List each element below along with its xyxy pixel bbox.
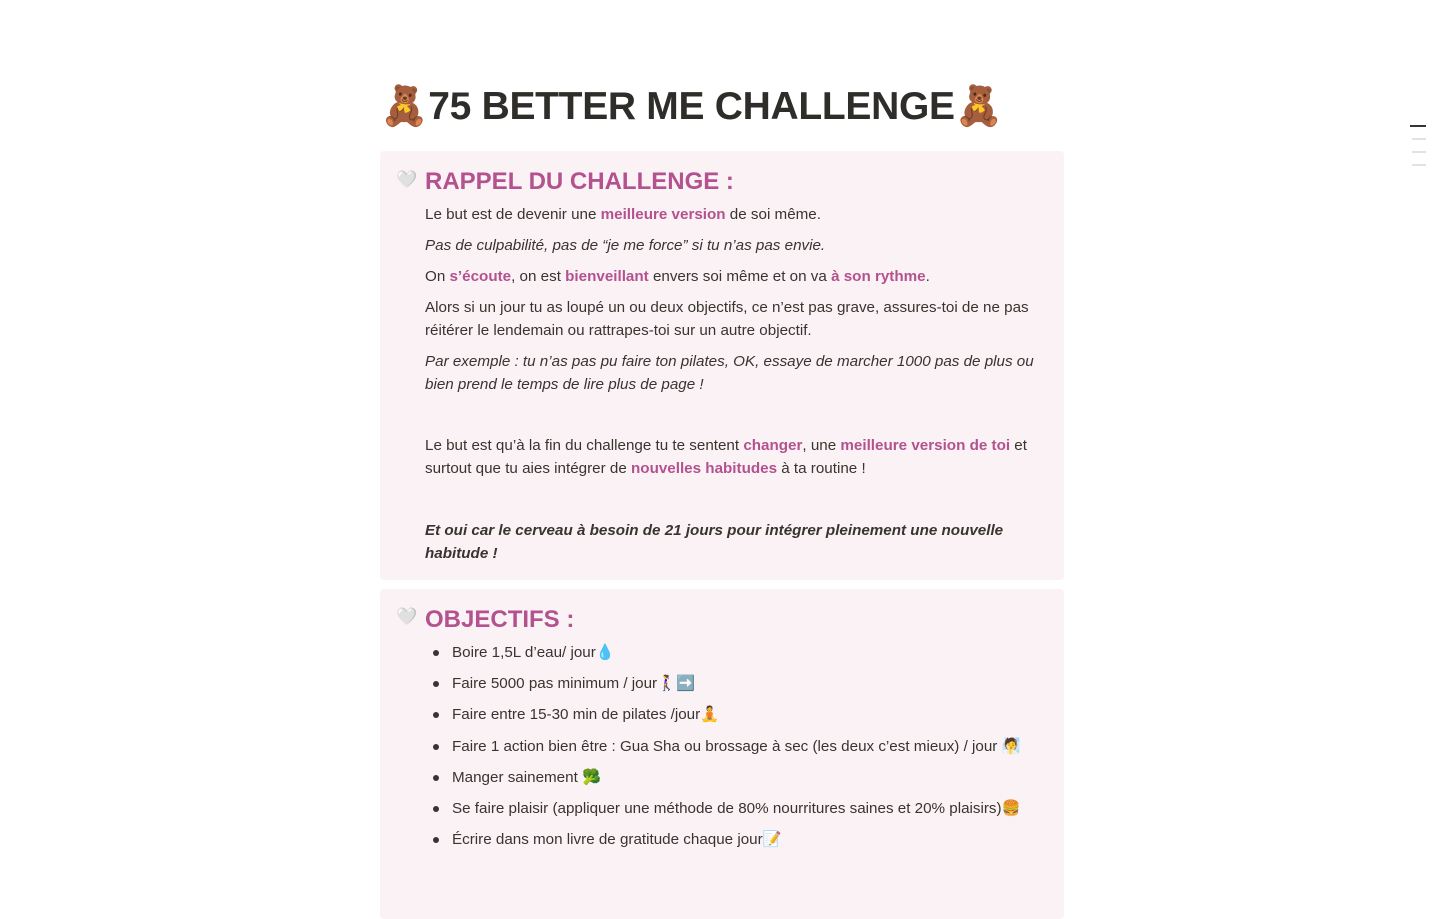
rappel-paragraph-5: Par exemple : tu n’as pas pu faire ton pilates, OK, essaye de marcher 1000 pas de plus ou bien prend le temps de lire plus de page !: [425, 353, 1034, 394]
white-heart-icon: 🤍: [396, 607, 418, 627]
toc-marker-active[interactable]: [1410, 125, 1426, 127]
highlight-text: meilleure version de toi: [840, 437, 1011, 454]
toc-marker[interactable]: [1412, 151, 1426, 153]
table-of-contents-minimap[interactable]: [1410, 125, 1426, 177]
white-heart-icon: 🤍: [396, 170, 418, 190]
highlight-text: nouvelles habitudes: [631, 460, 778, 478]
page-title: 🧸75 BETTER ME CHALLENGE🧸: [380, 85, 1003, 128]
highlight-text: à son rythme: [831, 268, 926, 285]
rappel-paragraph-7: Et oui car le cerveau à besoin de 21 jours pour intégrer pleinement une nouvelle habitude !: [425, 522, 1004, 563]
rappel-heading: RAPPEL DU CHALLENGE :: [425, 168, 734, 195]
list-item: Faire 1 action bien être : Gua Sha ou brossage à sec (les deux c’est mieux) / jour 🧖: [425, 735, 1037, 758]
objectifs-list: [425, 641, 1037, 859]
list-item: Écrire dans mon livre de gratitude chaque jour📝: [425, 828, 1037, 851]
list-item: Faire 5000 pas minimum / jour🚶‍♀️➡️: [425, 672, 1037, 695]
highlight-text: bienveillant: [565, 268, 649, 285]
toc-marker[interactable]: [1412, 138, 1426, 140]
rappel-paragraph-3: On s’écoute, on est bienveillant envers soi même et on va à son rythme.: [425, 268, 930, 285]
objectifs-heading: OBJECTIFS :: [425, 606, 575, 633]
list-item: Manger sainement 🥦: [425, 766, 1037, 789]
toc-marker[interactable]: [1412, 164, 1426, 166]
callout-rappel: [380, 151, 1064, 580]
highlight-text: changer: [743, 437, 803, 454]
rappel-paragraph-6: Le but est qu’à la fin du challenge tu te sentent changer, une meilleure version de toi et surtout que tu aies intégrer de nouvelles habitudes à ta routine !: [425, 437, 1027, 478]
list-item: Se faire plaisir (appliquer une méthode de 80% nourritures saines et 20% plaisirs)🍔: [425, 797, 1037, 820]
callout-objectifs: [380, 589, 1064, 919]
rappel-paragraph-1: Le but est de devenir une meilleure version de soi même.: [425, 206, 821, 223]
list-item: Boire 1,5L d’eau/ jour💧: [425, 641, 1037, 664]
rappel-paragraph-4: Alors si un jour tu as loupé un ou deux objectifs, ce n’est pas grave, assures-toi de ne pas réitérer le lendemain ou rattrapes-toi sur un autre objectif.: [425, 299, 1029, 340]
rappel-paragraph-2: Pas de culpabilité, pas de “je me force” si tu n’as pas envie.: [425, 237, 826, 254]
list-item: Faire entre 15-30 min de pilates /jour🧘: [425, 703, 1037, 726]
highlight-text: s’écoute: [449, 268, 512, 285]
highlight-text: meilleure version: [600, 206, 726, 223]
